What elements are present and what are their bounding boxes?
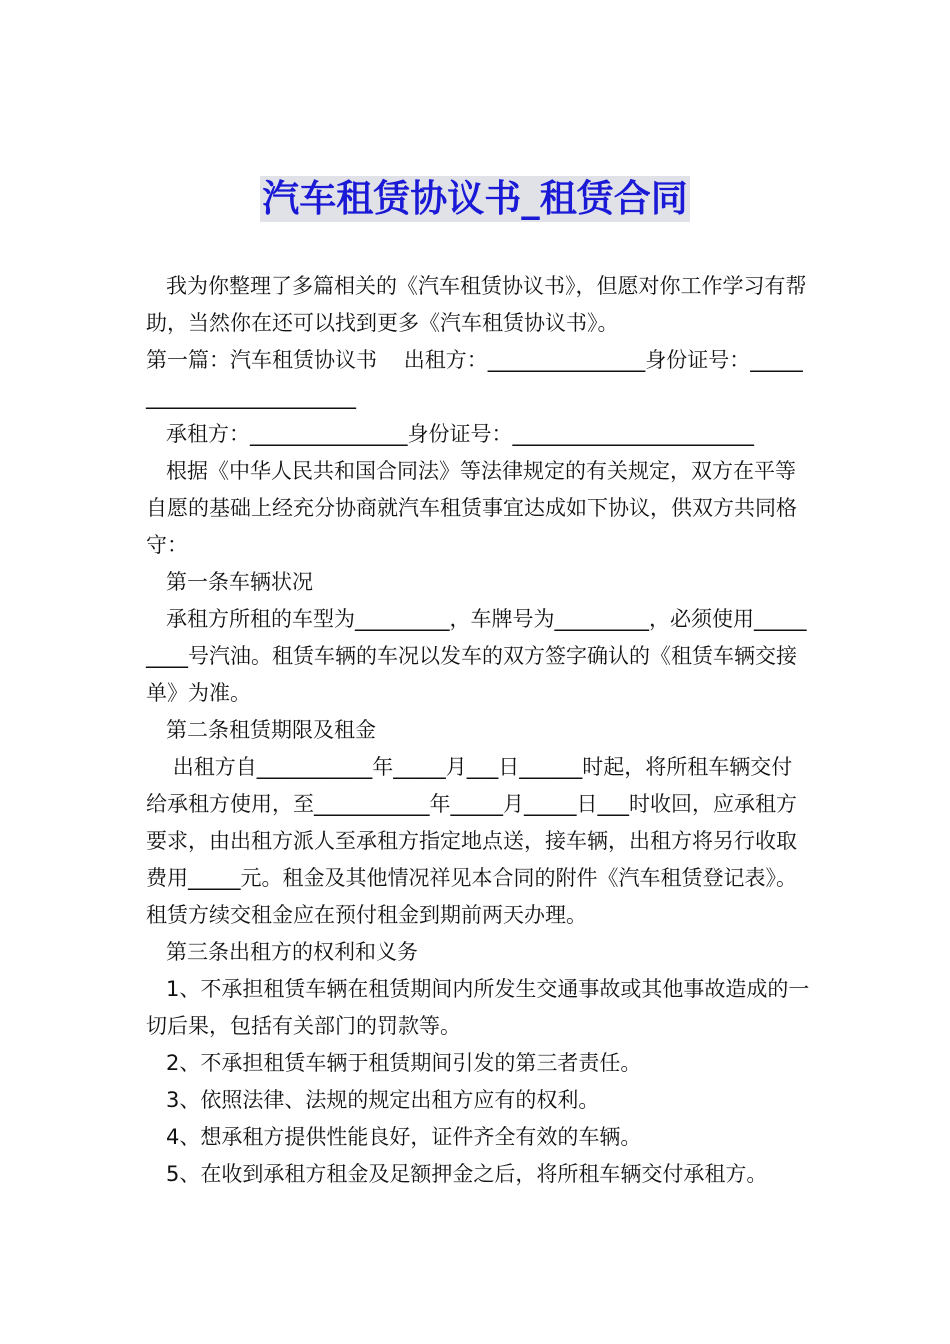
lessee-line: 承租方：_______________身份证号：_______________________ [146, 422, 755, 446]
article-3-item-2: 2、不承担租赁车辆于租赁期间引发的第三者责任。 [146, 1051, 642, 1075]
article-3-item-4: 4、想承租方提供性能良好，证件齐全有效的车辆。 [146, 1125, 642, 1149]
article-3-item-1: 1、不承担租赁车辆在租赁期间内所发生交通事故或其他事故造成的一切后果，包括有关部门的罚款等。 [146, 977, 810, 1038]
intro-paragraph: 我为你整理了多篇相关的《汽车租赁协议书》，但愿对你工作学习有帮助，当然你在还可以找到更多《汽车租赁协议书》。 [146, 274, 807, 335]
article-1-heading: 第一条车辆状况 [146, 570, 314, 594]
article-3-item-3: 3、依照法律、法规的规定出租方应有的权利。 [146, 1088, 600, 1112]
document-body [146, 268, 812, 1193]
article-2-body: 出租方自___________年_____月___日______时起，将所租车辆交付给承租方使用，至___________年_____月_____日___时收回，应承租方要求，由出租方派人至承租方指定地点送，接车辆，出租方将另行收取费用_____元。租金及其他情况祥见本合同的附件《汽车租赁登记表》。租赁方续交租金应在预付租金到期前两天办理。 [146, 755, 797, 927]
article-3-heading: 第三条出租方的权利和义务 [146, 940, 419, 964]
lessor-line: 第一篇：汽车租赁协议书 出租方：_______________身份证号：_________________________ [146, 348, 803, 409]
legal-basis-paragraph: 根据《中华人民共和国合同法》等法律规定的有关规定，双方在平等自愿的基础上经充分协商就汽车租赁事宜达成如下协议，供双方共同格守： [146, 459, 797, 557]
article-3-item-5: 5、在收到承租方租金及足额押金之后，将所租车辆交付承租方。 [146, 1162, 768, 1186]
article-2-heading: 第二条租赁期限及租金 [146, 718, 377, 742]
article-1-body: 承租方所租的车型为_________，车牌号为_________，必须使用_________号汽油。租赁车辆的车况以发车的双方签字确认的《租赁车辆交接单》为准。 [146, 607, 807, 705]
document-title: 汽车租赁协议书_租赁合同 [262, 177, 688, 220]
title-container [0, 176, 950, 222]
